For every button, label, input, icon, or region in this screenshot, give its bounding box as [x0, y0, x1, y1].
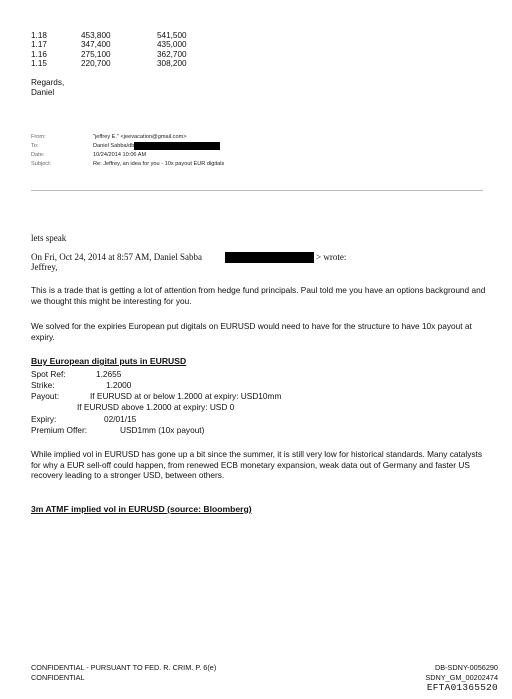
strike-label: Strike:: [31, 380, 55, 390]
email-header: [31, 133, 224, 169]
table-cell: 435,000: [157, 40, 187, 50]
signoff-line: Regards,: [31, 78, 65, 87]
table-cell: 1.18: [31, 31, 47, 40]
paragraph-solution: We solved for the expiries European put digitals on EURUSD would need to have for the structure to have 10x payout at expiry.: [31, 321, 472, 342]
quote-intro: On Fri, Oct 24, 2014 at 8:57 AM, Daniel Sabba: [31, 252, 202, 262]
strike-value: 1.2000: [106, 380, 132, 390]
table-cell: 1.17: [31, 40, 47, 50]
spot-value: 1.2655: [96, 369, 122, 379]
rate-table: [31, 31, 217, 69]
from-label: From:: [31, 134, 46, 140]
date-label: Date:: [31, 152, 45, 158]
payout-label: Payout:: [31, 391, 60, 401]
table-cell: 308,200: [157, 59, 187, 69]
signoff-name: Daniel: [31, 88, 55, 97]
quote-intro-line: [31, 252, 347, 262]
header-to-row: [31, 142, 224, 151]
table-cell: 453,800: [81, 31, 111, 40]
subject-label: Subject:: [31, 161, 52, 167]
from-value: "jeffrey E." <jeevacation@gmail.com>: [93, 134, 187, 140]
date-value: 10/24/2014 10:06 AM: [93, 152, 147, 158]
footer-efta-stamp: EFTA01365520: [426, 682, 498, 693]
subject-value: Re: Jeffrey, an idea for you - 10x payout EUR digitals: [93, 161, 225, 167]
payout-line-1: If EURUSD at or below 1.2000 at expiry: USD10mm: [90, 391, 282, 401]
footer-confidential: CONFIDENTIAL: [31, 673, 85, 682]
paragraph-vol: While implied vol in EURUSD has gone up a bit since the summer, it is still very low for historical standards. Many catalysts for why a EUR sell-off could happen, from renewed ECB monetary expansion, weak data out of Germany and faster US recovery leading to a stronger USD, between others.: [31, 449, 482, 481]
trade-heading: Buy European digital puts in EURUSD: [31, 356, 187, 366]
table-cell: 362,700: [157, 49, 187, 59]
header-subject-row: [31, 160, 224, 169]
paragraph-intro: This is a trade that is getting a lot of attention from hedge fund principals. Paul told me you have an options background and we thought this might be interesting for you.: [31, 285, 486, 306]
footer-confidential-notice: CONFIDENTIAL - PURSUANT TO FED. R. CRIM. P. 6(e): [31, 663, 217, 672]
table-cell: 275,100: [81, 49, 111, 59]
table-cell: 541,500: [157, 31, 187, 40]
table-row: [31, 31, 217, 40]
footer-right: [425, 663, 498, 693]
signoff: [31, 78, 64, 98]
table-cell: 347,400: [81, 40, 111, 50]
redaction-bar: [134, 142, 220, 150]
to-value: Daniel Sabba/db: [93, 143, 135, 149]
divider: [31, 190, 483, 191]
table-cell: 220,700: [81, 59, 111, 69]
quote-salutation: Jeffrey,: [31, 262, 58, 272]
table-row: [31, 59, 217, 68]
expiry-value: 02/01/15: [104, 414, 137, 424]
payout-line-2: If EURUSD above 1.2000 at expiry: USD 0: [77, 402, 235, 412]
quote-wrote: > wrote:: [316, 252, 347, 262]
footer-left: [31, 663, 216, 683]
table-cell: 1.15: [31, 59, 47, 69]
premium-label: Premium Offer:: [31, 425, 88, 435]
table-row: [31, 50, 217, 59]
footer-bates-1: DB-SDNY-0056290: [434, 663, 498, 672]
table-cell: 1.16: [31, 49, 47, 59]
to-label: To:: [31, 143, 39, 149]
expiry-label: Expiry:: [31, 414, 57, 424]
vol-heading: 3m ATMF implied vol in EURUSD (source: Bloomberg): [31, 504, 252, 514]
footer-bates-2: SDNY_GM_00202474: [425, 673, 498, 682]
header-from-row: [31, 133, 224, 142]
spot-label: Spot Ref:: [31, 369, 66, 379]
header-date-row: [31, 151, 224, 160]
premium-value: USD1mm (10x payout): [120, 425, 205, 435]
reply-text: lets speak: [31, 233, 67, 243]
redaction-bar: [225, 252, 314, 263]
table-row: [31, 40, 217, 49]
